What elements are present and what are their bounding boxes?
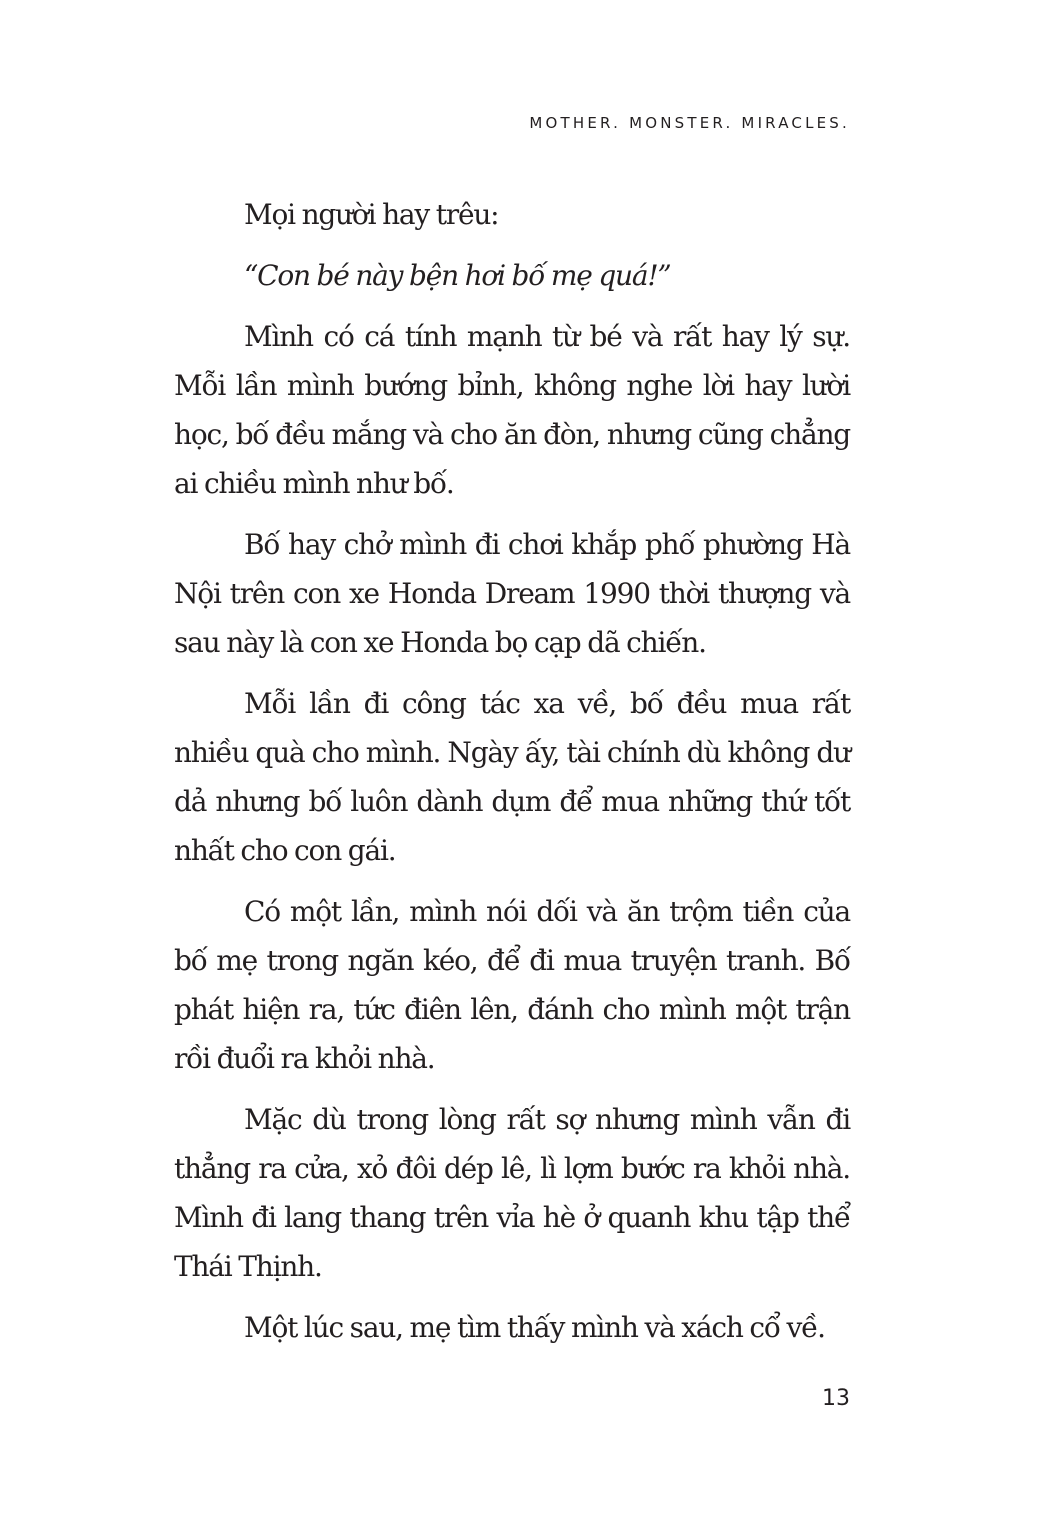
page-number: 13 [822, 1386, 850, 1411]
paragraph-personality: Mình có cá tính mạnh từ bé và rất hay lý sự. Mỗi lần mình bướng bỉnh, không nghe lời hay lười học, bố đều mắng và cho ăn đòn, nhưng cũng chẳng ai chiều mình như bố. [174, 320, 850, 500]
paragraph-gifts: Mỗi lần đi công tác xa về, bố đều mua rất nhiều quà cho mình. Ngày ấy, tài chính dù không dư dả nhưng bố luôn dành dụm để mua những thứ tốt nhất cho con gái. [174, 687, 850, 867]
paragraph-leaving-home: Mặc dù trong lòng rất sợ nhưng mình vẫn đi thẳng ra cửa, xỏ đôi dép lê, lì lợm bước ra khỏi nhà. Mình đi lang thang trên vỉa hè ở quanh khu tập thể Thái Thịnh. [174, 1103, 850, 1283]
paragraph-stealing: Có một lần, mình nói dối và ăn trộm tiền của bố mẹ trong ngăn kéo, để đi mua truyện tranh. Bố phát hiện ra, tức điên lên, đánh cho mình một trận rồi đuổi ra khỏi nhà. [174, 895, 850, 1075]
running-header: MOTHER. MONSTER. MIRACLES. [529, 114, 850, 132]
paragraph-motorbike: Bố hay chở mình đi chơi khắp phố phường Hà Nội trên con xe Honda Dream 1990 thời thượng và sau này là con xe Honda bọ cạp dã chiến. [174, 528, 850, 659]
body-text [174, 190, 850, 1364]
paragraph-intro: Mọi người hay trêu: [244, 198, 499, 231]
paragraph-quote: “Con bé này bện hơi bố mẹ quá!” [244, 259, 671, 292]
paragraph-found: Một lúc sau, mẹ tìm thấy mình và xách cổ về. [244, 1311, 825, 1344]
